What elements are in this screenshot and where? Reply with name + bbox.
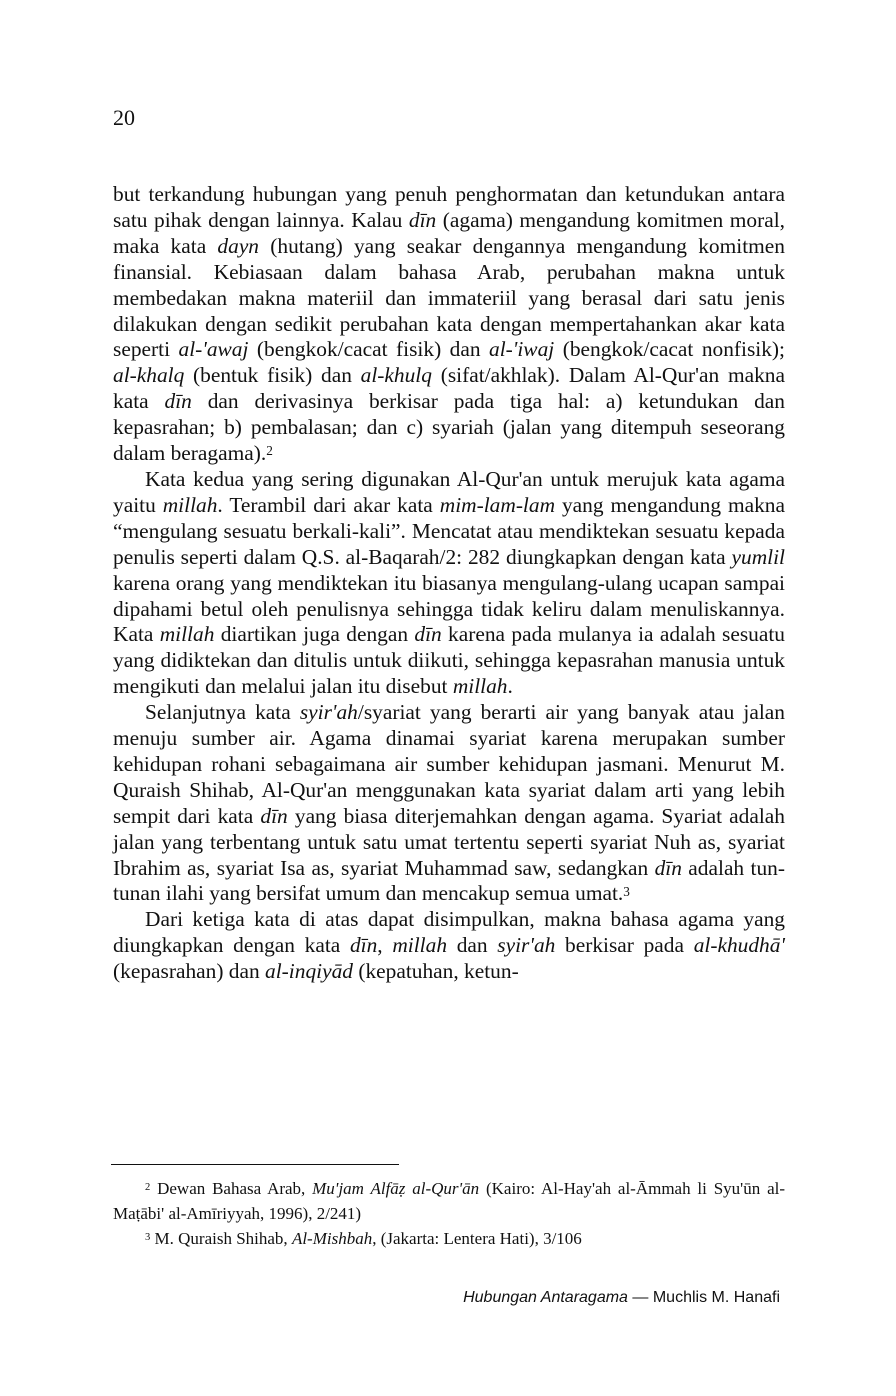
italic-term: dīn [349,933,378,958]
text-run: (kepasrahan) dan [113,959,266,984]
footnote-ref: 3 [145,1232,151,1244]
text-run: Dewan Bahasa Arab, [150,1179,313,1198]
text-run: /syariat yang berarti air yang banyak atau jalan menuju sumber air. Agama dinamai syariat karena merupakan sumber kehidupan rohani sebagaimana air sumber kehidupan jasmani. Menurut M. Quraish Shihab, Al-Qur'an menggunakan kata syariat dalam arti yang lebih sempit dari kata [113,700,785,828]
text-run: but terkandung hubungan yang penuh penghormatan dan ketundukan antara satu pihak dengan lainnya. Kalau [113,182,785,232]
italic-term: dīn [260,803,288,828]
text-run: karena pada mulanya ia adalah sesuatu yang didiktekan dan ditulis untuk diikuti, sehingga kepasrahan manusia untuk mengikuti dan melalui jalan itu disebut [113,622,786,699]
text-run: berkisar pada [555,933,694,958]
text-run: . Terambil dari akar kata [217,492,440,517]
text-run: M. Quraish Shihab, [150,1229,292,1248]
italic-term: al-khulq [360,363,432,388]
text-run: (sifat/akhlak). Dalam Al-Qur'an makna kata [113,363,785,414]
text-run: (bentuk fisik) dan [184,363,361,388]
text-run: (Kairo: Al-Hay'ah al-Āmmah li Syu'ūn al-Maṭābi' al-Amīriyyah, 1996), 2/241) [113,1179,785,1223]
footnotes [113,1176,785,1251]
text-run: dan [447,933,498,958]
body-text [113,182,785,985]
italic-term: al-'iwaj [489,337,555,362]
text-run: yang biasa diterjemahkan dengan agama. Syariat adalah jalan yang terbentang untuk satu umat tertentu seperti syariat Nuh as, syariat Ibrahim as, syariat Isa as, syariat Muhammad saw, sedangkan [113,803,785,880]
text-run: karena orang yang mendiktekan itu biasanya mengulang-ulang ucapan sampai dipahami betul oleh penulisnya sehingga tidak keliru dalam menuliskannya. Kata [113,570,785,647]
page-number: 20 [113,105,135,130]
italic-term: dīn [408,207,437,232]
italic-term: millah [159,622,215,647]
footnote-ref: 2 [266,443,273,459]
text-run: , (Jakarta: Lentera Hati), 3/106 [372,1229,582,1248]
italic-term: al-khudhā' [693,933,785,958]
footer-author: Muchlis M. Hanafi [652,1289,780,1306]
italic-term: dayn [217,233,260,258]
italic-term: dīn [414,622,442,647]
running-footer [463,1287,780,1309]
text-run: diartikan juga dengan [214,622,415,647]
footnote-ref: 2 [145,1182,151,1194]
footnote-ref: 3 [623,883,630,899]
footer-separator: — [627,1289,653,1306]
text-run: yang mengandung makna “mengulang sesuatu berkali-kali”. Mencatat atau mendiktekan sesuatu kepada penulis seperti dalam Q.S. al-Baqarah/2: 282 diungkapkan dengan kata [113,492,785,569]
italic-term: syir'ah [497,933,556,958]
italic-term: mim-lam-lam [439,492,556,517]
text-run: (agama) mengandung komitmen moral, maka kata [113,207,786,258]
text-run: (hutang) yang seakar dengannya mengandung komitmen finansial. Kebiasaan dalam bahasa Arab, perubahan makna untuk membedakan makna materiil dan immateriil yang berasal dari satu jenis dilakukan dengan sedikit perubahan kata dengan mempertahankan akar kata seperti [113,233,785,362]
italic-term: yumlil [731,544,785,569]
text-run: . [507,674,513,699]
text-run: dan derivasinya berkisar pada tiga hal: a) ketundukan dan kepasrahan; b) pembalasan; dan c) syariah (jalan yang ditempuh seseorang dalam beragama). [113,389,785,466]
text-run: (bengkok/cacat nonfisik); [554,337,785,362]
italic-term: millah [162,492,218,517]
paragraph [113,700,785,907]
text-run: Selanjutnya kata [145,700,300,725]
footnote-divider [111,1164,399,1165]
footnote [113,1226,785,1251]
italic-term: Al-Mishbah [291,1229,373,1248]
text-run: (bengkok/cacat fisik) dan [248,337,490,362]
text-run: adalah tuntunan ilahi yang bersifat umum dan mencakup semua umat. [113,855,785,906]
paragraph [113,907,785,985]
text-run: , [377,933,393,958]
paragraph [113,182,785,467]
italic-term: millah [452,674,508,699]
italic-term: dīn [164,389,192,414]
footnote [113,1176,785,1226]
italic-term: dīn [654,855,682,880]
text-run: (kepatuhan, ketun- [352,959,519,984]
italic-term: millah [392,933,448,958]
italic-term: syir'ah [299,700,358,725]
italic-term: Mu'jam Alfāẓ al-Qur'ān [312,1179,480,1198]
text-run: Dari ketiga kata di atas dapat disimpulkan, makna bahasa agama yang diungkapkan dengan kata [113,907,785,958]
italic-term: al-khalq [113,363,185,388]
paragraph [113,467,785,700]
italic-term: al-inqiyād [265,959,353,984]
text-run: Kata kedua yang sering digunakan Al-Qur'an untuk merujuk kata agama yaitu [113,466,785,517]
footer-book-title: Hubungan Antaragama [463,1289,628,1306]
italic-term: al-'awaj [178,337,249,362]
